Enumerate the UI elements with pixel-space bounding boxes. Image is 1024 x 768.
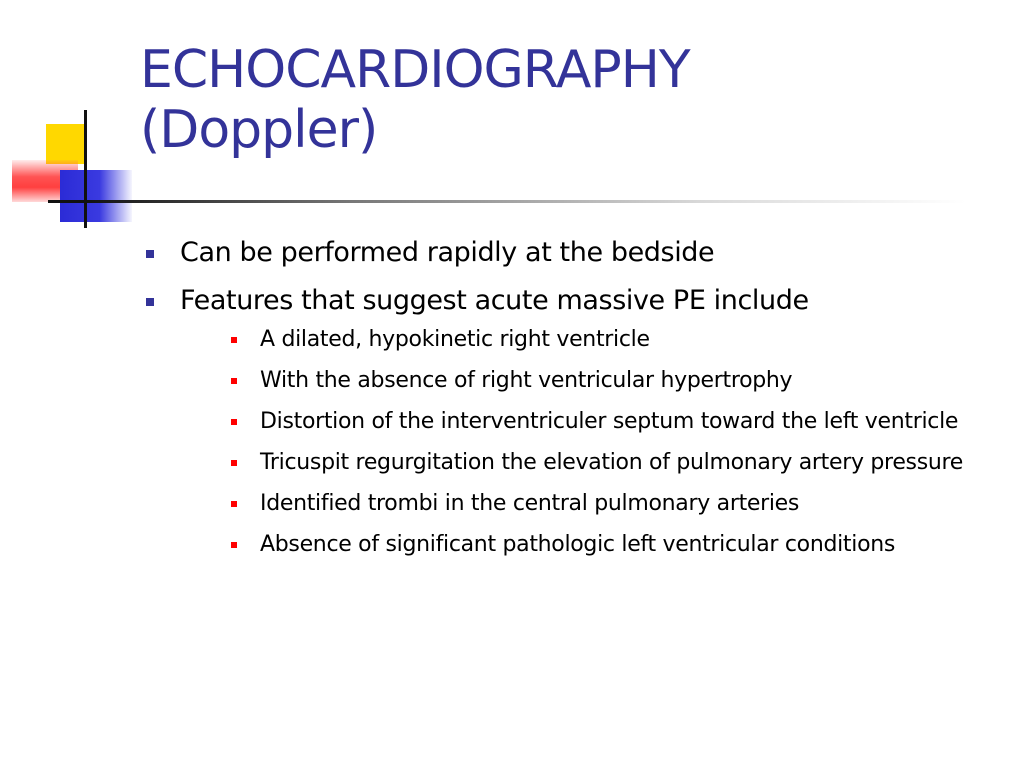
- slide-content: [146, 234, 1006, 571]
- sub-bullet-text: Tricuspit regurgitation the elevation of pulmonary artery pressure: [260, 450, 964, 475]
- sub-bullet-text: Absence of significant pathologic left ventricular conditions: [260, 532, 896, 557]
- square-bullet-icon: [146, 250, 154, 258]
- decoration-vertical-line: [84, 110, 87, 228]
- slide-title: [140, 40, 1000, 160]
- slide-title-line-2: (Doppler): [140, 100, 378, 160]
- sub-bullet-text: Distortion of the interventriculer septum toward the left ventricle: [260, 409, 959, 434]
- bullet-item: [146, 234, 1006, 272]
- sub-bullet-text: With the absence of right ventricular hypertrophy: [260, 368, 793, 393]
- red-square-bullet-icon: [231, 501, 237, 507]
- square-bullet-icon: [146, 298, 154, 306]
- sub-bullet-text: Identified trombi in the central pulmonary arteries: [260, 491, 800, 516]
- slide-title-line-1: ECHOCARDIOGRAPHY: [140, 40, 690, 100]
- decoration-yellow-square: [46, 124, 86, 164]
- sub-bullet-item: [226, 324, 1006, 356]
- red-square-bullet-icon: [231, 378, 237, 384]
- corner-decoration: [0, 0, 140, 240]
- red-square-bullet-icon: [231, 337, 237, 343]
- decoration-blue-square: [60, 170, 132, 222]
- sub-bullet-item: [226, 406, 1006, 438]
- bullet-list: [146, 234, 1006, 561]
- sub-bullet-list: [180, 324, 1006, 561]
- sub-bullet-item: [226, 447, 1006, 479]
- bullet-text: Features that suggest acute massive PE include: [180, 285, 809, 316]
- bullet-text: Can be performed rapidly at the bedside: [180, 237, 715, 268]
- bullet-item: [146, 282, 1006, 561]
- red-square-bullet-icon: [231, 542, 237, 548]
- sub-bullet-text: A dilated, hypokinetic right ventricle: [260, 327, 650, 352]
- title-underline: [86, 200, 966, 203]
- sub-bullet-item: [226, 529, 1006, 561]
- red-square-bullet-icon: [231, 419, 237, 425]
- red-square-bullet-icon: [231, 460, 237, 466]
- sub-bullet-item: [226, 488, 1006, 520]
- sub-bullet-item: [226, 365, 1006, 397]
